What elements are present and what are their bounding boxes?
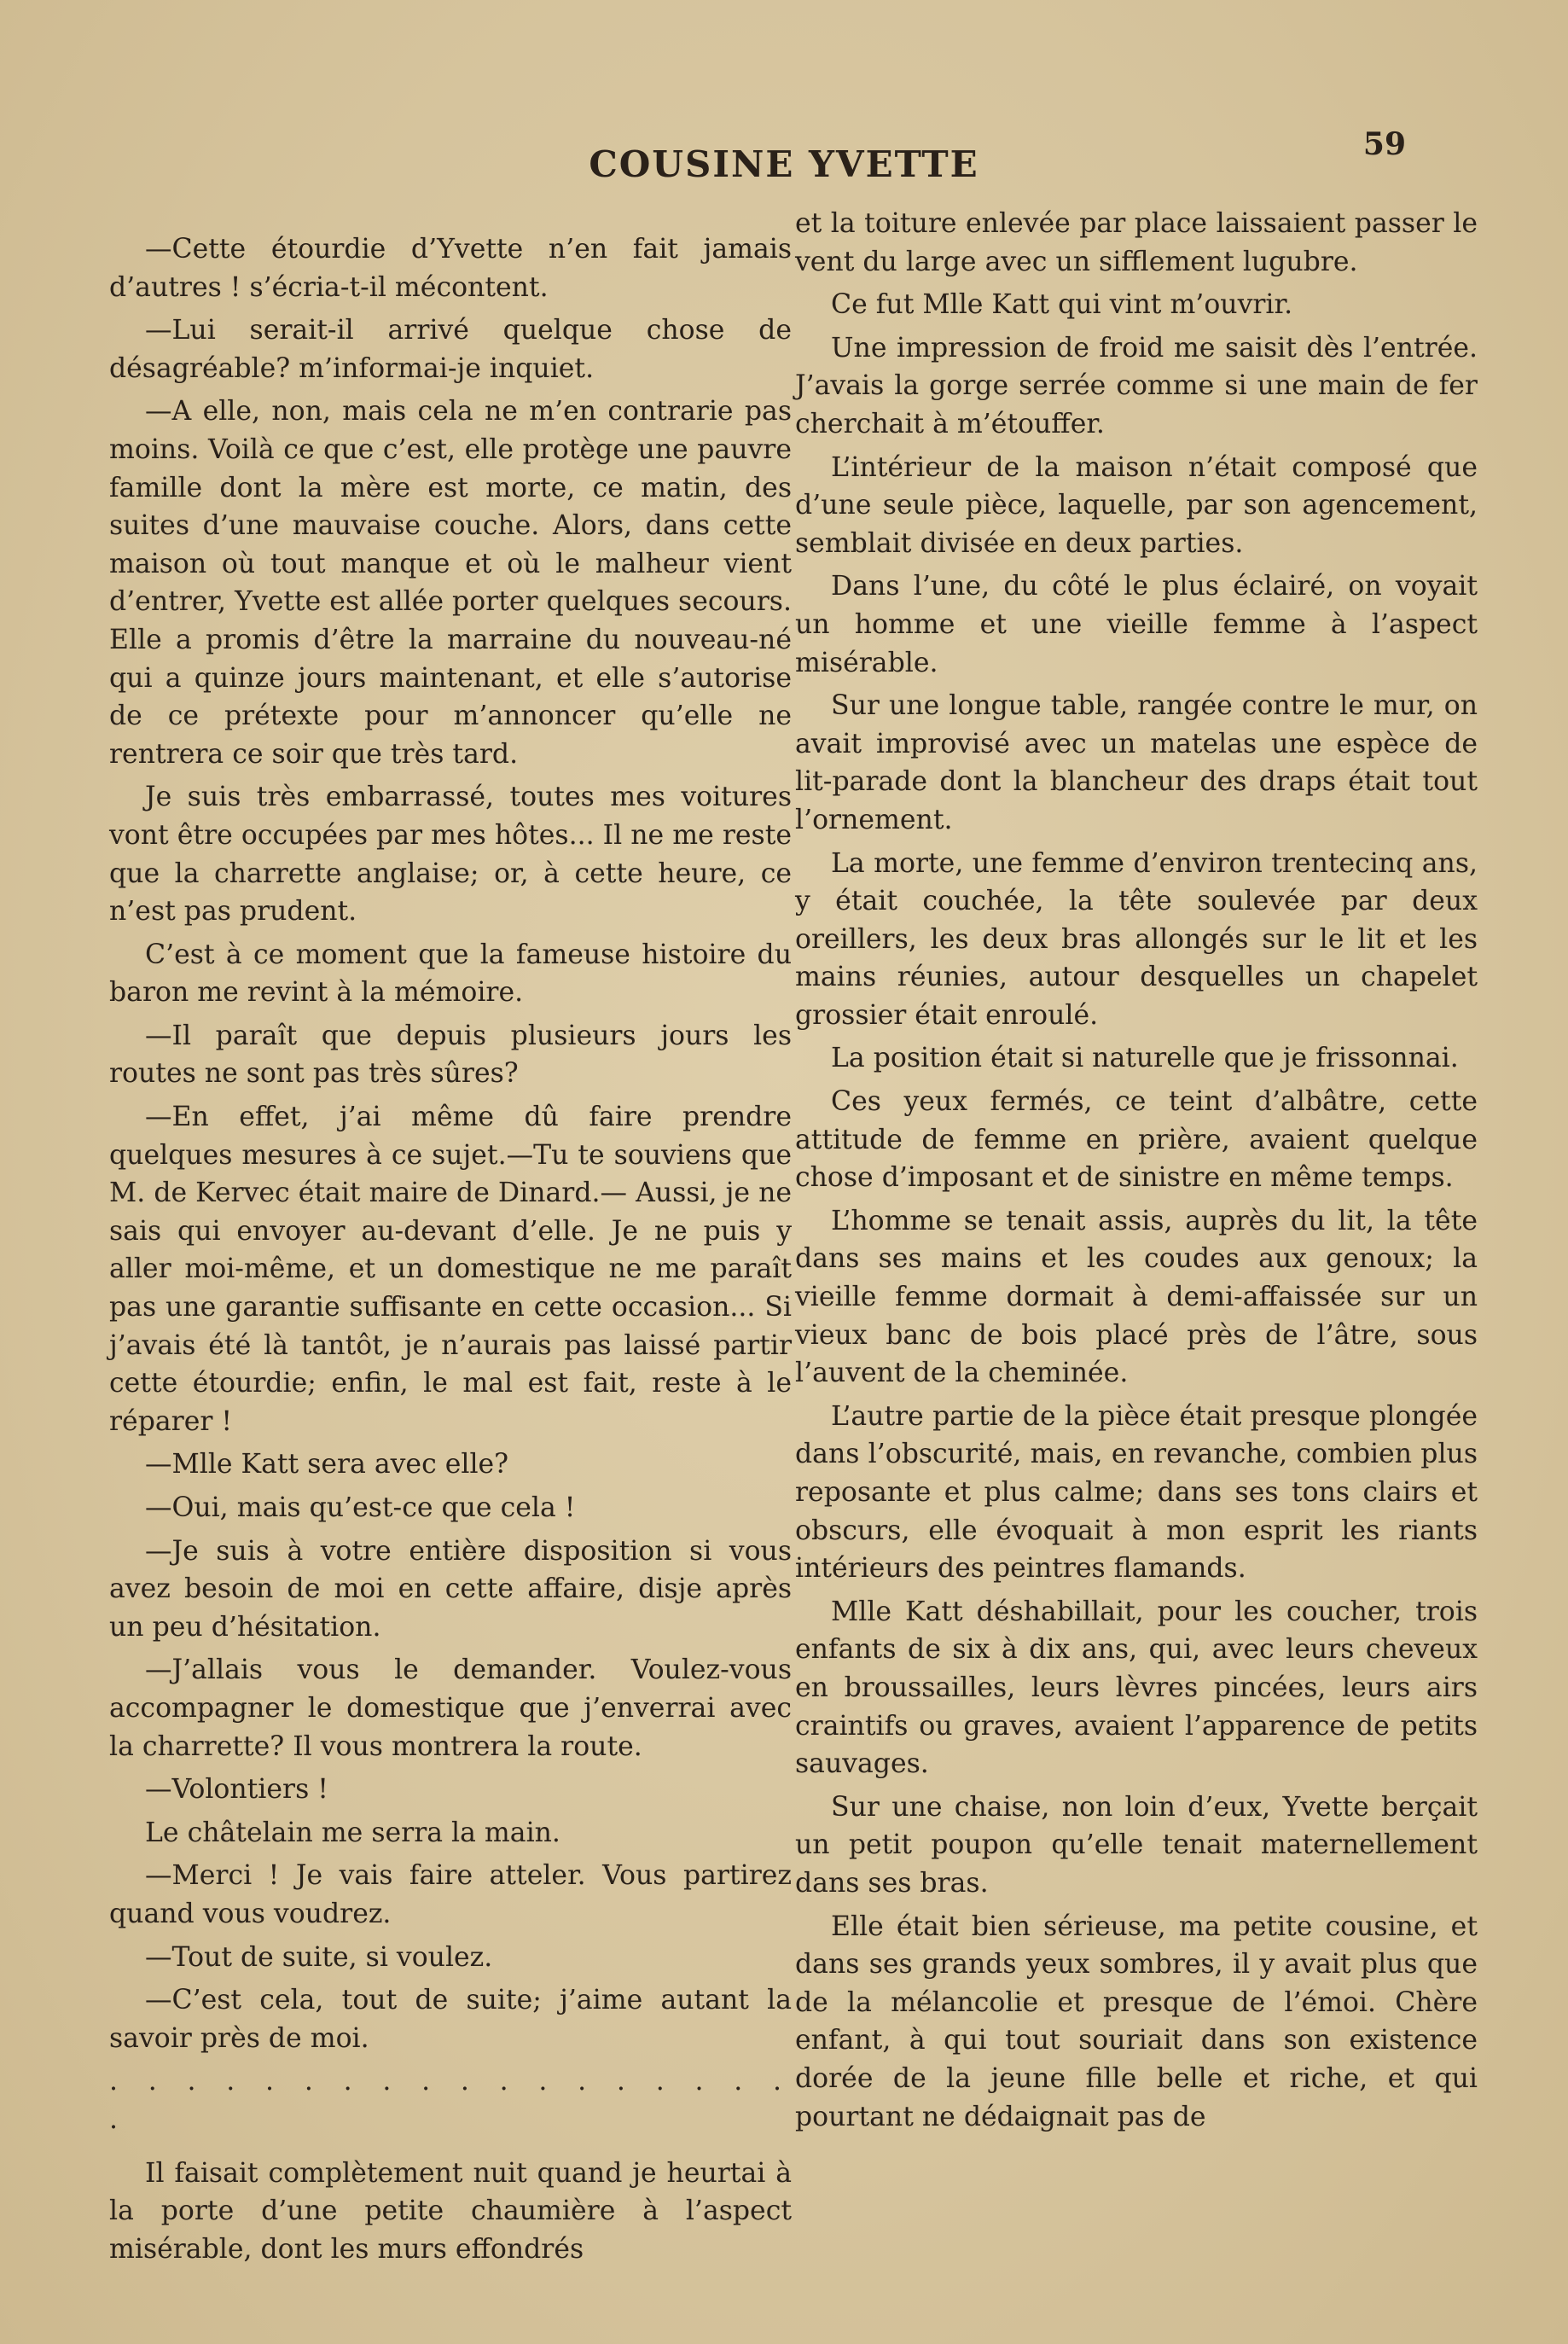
paragraph: Une impression de froid me saisit dès l’entrée. J’avais la gorge serrée comme si une main de fer cherchait à m’étouffer. (795, 332, 1478, 439)
paragraph: —C’est cela, tout de suite; j’aime autant la savoir près de moi. (109, 1985, 792, 2054)
paragraph: —En effet, j’ai même dû faire prendre quelques mesures à ce sujet.—Tu te souviens que M. de Kervec était maire de Dinard.— Aussi, je ne sais qui envoyer au-devant d’elle. Je ne puis y aller moi-même, et un domestique ne me paraît pas une garantie suffisante en cette occasion... Si j’avais été là tantôt, je n’aurais pas laissé partir cette étourdie; enfin, le mal est fait, reste à le réparer ! (109, 1102, 792, 1437)
paragraph: Elle était bien sérieuse, ma petite cousine, et dans ses grands yeux sombres, il y avait plus que de la mélancolie et presque de l’émoi. Chère enfant, à qui tout souriait dans son existence dorée de la jeune fille belle et riche, et qui pourtant ne dédaignait pas de (795, 1911, 1478, 2132)
paragraph: Dans l’une, du côté le plus éclairé, on voyait un homme et une vieille femme à l’aspect misérable. (795, 571, 1478, 678)
paragraph: Ce fut Mlle Katt qui vint m’ouvrir. (831, 289, 1293, 321)
left-column (109, 230, 792, 2273)
paragraph: —Cette étourdie d’Yvette n’en fait jamais d’autres ! s’écria-t-il mécontent. (109, 234, 792, 303)
paragraph: La position était si naturelle que je frissonnai. (831, 1043, 1459, 1074)
page-number: 59 (1362, 126, 1406, 162)
paragraph: Mlle Katt déshabillait, pour les coucher, trois enfants de six à dix ans, qui, avec leurs cheveux en broussailles, leurs lèvres pincées, leurs airs craintifs ou graves, avaient l’apparence de petits sauvages. (795, 1596, 1478, 1780)
paragraph: C’est à ce moment que la fameuse histoire du baron me revint à la mémoire. (109, 939, 792, 1009)
paragraph: Le châtelain me serra la main. (145, 1817, 560, 1848)
paragraph: —Mlle Katt sera avec elle? (145, 1449, 509, 1480)
paragraph: L’intérieur de la maison n’était composé que d’une seule pièce, laquelle, par son agencement, semblait divisée en deux parties. (795, 451, 1478, 559)
paragraph: La morte, une femme d’environ trentecinq ans, y était couchée, la tête soulevée par deux oreillers, les deux bras allongés sur le lit et les mains réunies, autour desquelles un chapelet grossier était enroulé. (795, 847, 1478, 1031)
paragraph: —Il paraît que depuis plusieurs jours les routes ne sont pas très sûres? (109, 1020, 792, 1090)
paragraph: —Tout de suite, si voulez. (145, 1941, 493, 1973)
paragraph: Sur une longue table, rangée contre le mur, on avait improvisé avec un matelas une espèce de lit-parade dont la blancheur des draps était tout l’ornement. (795, 690, 1478, 835)
paragraph: —J’allais vous le demander. Voulez-vous accompagner le domestique que j’enverrai avec la charrette? Il vous montrera la route. (109, 1655, 792, 1762)
paragraph: —Je suis à votre entière disposition si vous avez besoin de moi en cette affaire, disje après un peu d’hésitation. (109, 1535, 792, 1643)
paragraph: —A elle, non, mais cela ne m’en contrarie pas moins. Voilà ce que c’est, elle protège une pauvre famille dont la mère est morte, ce matin, des suites d’une mauvaise couche. Alors, dans cette maison où tout manque et où le malheur vient d’entrer, Yvette est allée porter quelques secours. Elle a promis d’être la marraine du nouveau-né qui a quinze jours maintenant, et elle s’autorise de ce prétexte pour m’annoncer qu’elle ne rentrera ce soir que très tard. (109, 396, 792, 770)
paragraph-continuation: et la toiture enlevée par place laissaient passer le vent du large avec un sifflement lugubre. (795, 208, 1478, 277)
section-separator: . . . . . . . . . . . . . . . . . . . (109, 2066, 792, 2135)
running-title: COUSINE YVETTE (589, 143, 979, 185)
paragraph: Je suis très embarrassé, toutes mes voitures vont être occupées par mes hôtes... Il ne me reste que la charrette anglaise; or, à cette heure, ce n’est pas prudent. (109, 782, 792, 928)
paragraph: —Merci ! Je vais faire atteler. Vous partirez quand vous voudrez. (109, 1860, 792, 1929)
paragraph: —Lui serait-il arrivé quelque chose de désagréable? m’informai-je inquiet. (109, 315, 792, 384)
paragraph: —Volontiers ! (145, 1774, 328, 1806)
right-column (795, 205, 1478, 2141)
paragraph: Il faisait complètement nuit quand je heurtai à la porte d’une petite chaumière à l’aspect misérable, dont les murs effondrés (109, 2157, 792, 2265)
paragraph: Ces yeux fermés, ce teint d’albâtre, cette attitude de femme en prière, avaient quelque chose d’imposant et de sinistre en même temps. (795, 1086, 1478, 1194)
paragraph: L’autre partie de la pièce était presque plongée dans l’obscurité, mais, en revanche, combien plus reposante et plus calme; dans ses tons clairs et obscurs, elle évoquait à mon esprit les riants intérieurs des peintres flamands. (795, 1400, 1478, 1585)
paragraph: Sur une chaise, non loin d’eux, Yvette berçait un petit poupon qu’elle tenait maternellement dans ses bras. (795, 1791, 1478, 1899)
paragraph: —Oui, mais qu’est-ce que cela ! (145, 1492, 576, 1523)
paragraph: L’homme se tenait assis, auprès du lit, la tête dans ses mains et les coudes aux genoux; la vieille femme dormait à demi-affaissée sur un vieux banc de bois placé près de l’âtre, sous l’auvent de la cheminée. (795, 1205, 1478, 1389)
